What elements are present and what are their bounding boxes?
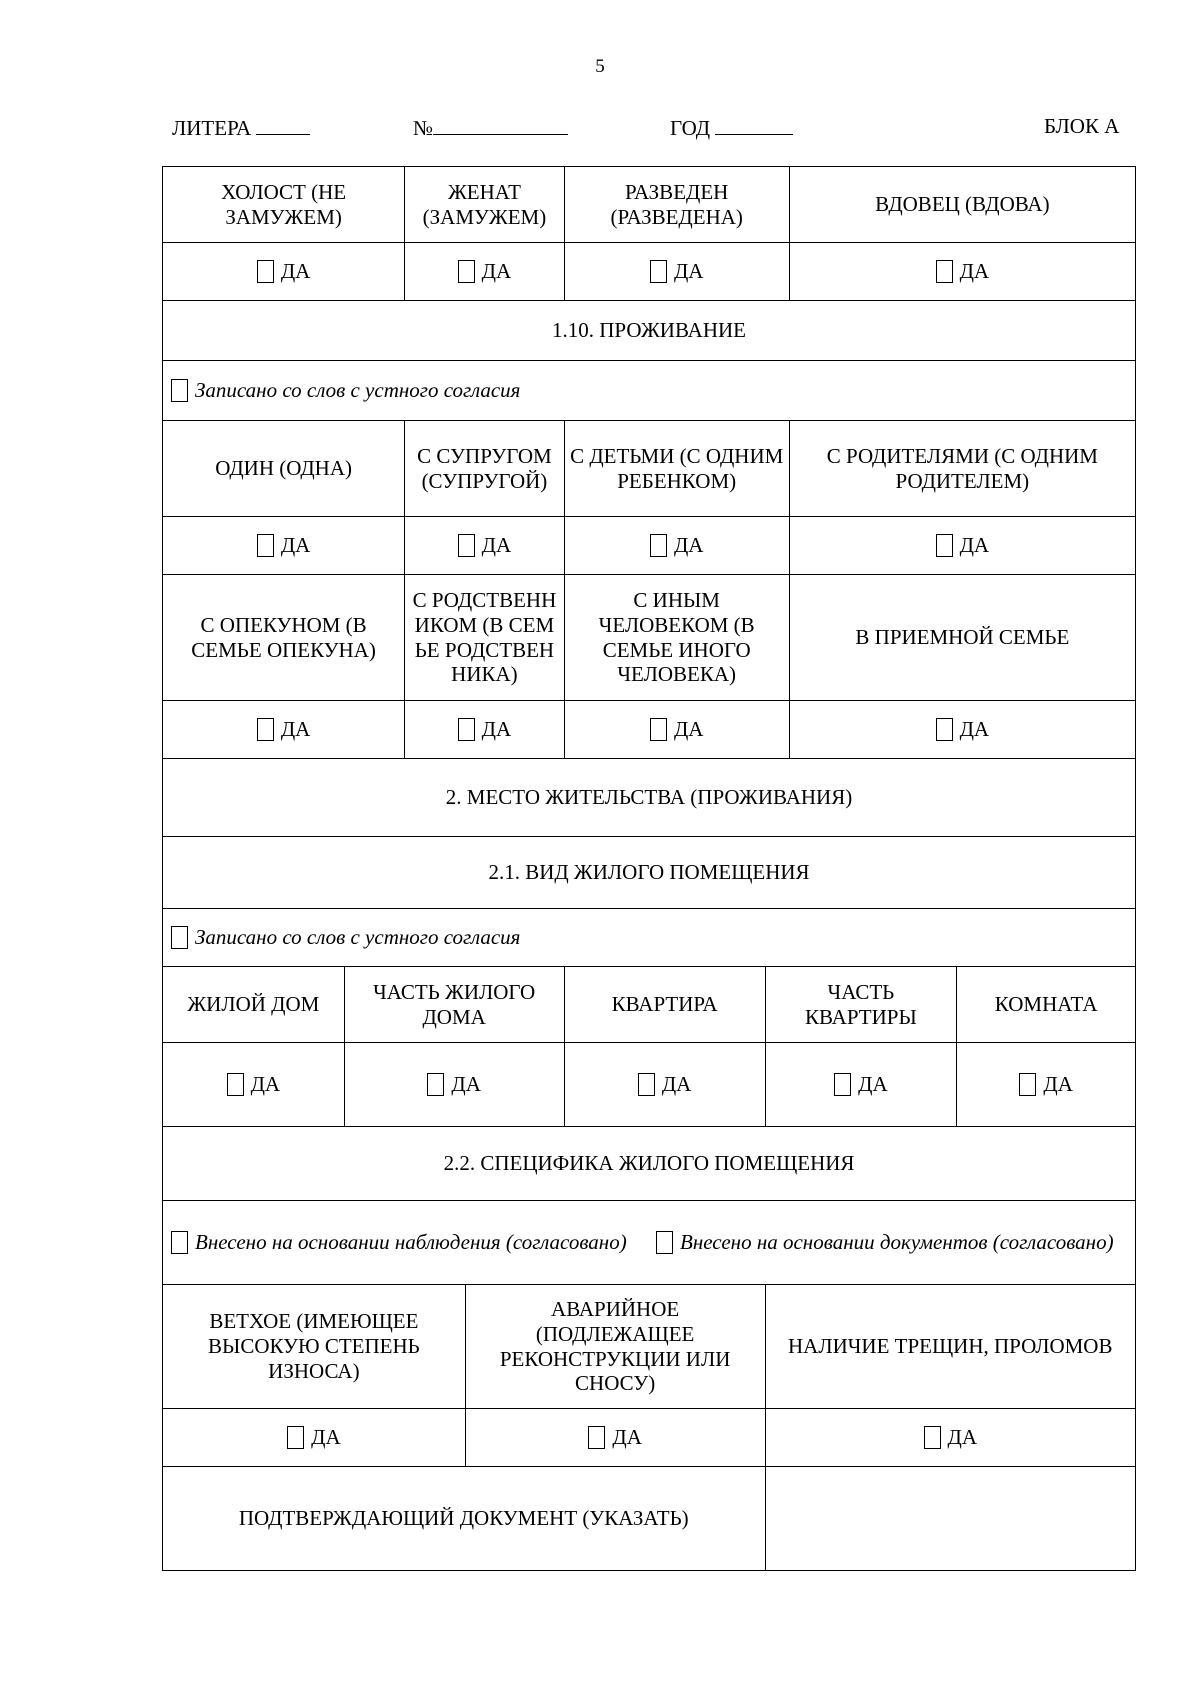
observation-note[interactable]: Внесено на основании наблюдения (согласовано) [171, 1230, 646, 1255]
dwelling-house-label: ЖИЛОЙ ДОМ [163, 967, 345, 1043]
marital-widowed-label: ВДОВЕЦ (ВДОВА) [789, 167, 1135, 243]
marital-married-yes[interactable]: ДА [405, 243, 564, 301]
cracks-label: НАЛИЧИЕ ТРЕЩИН, ПРОЛОМОВ [765, 1285, 1136, 1409]
marital-single-yes[interactable]: ДА [163, 243, 405, 301]
residence-other-person-yes[interactable]: ДА [564, 701, 789, 759]
checkbox[interactable] [171, 379, 188, 402]
marital-yes-row [163, 243, 1136, 301]
residence-title-row [163, 301, 1136, 361]
residence-note-row [163, 361, 1136, 421]
checkbox[interactable] [257, 260, 274, 283]
dwelling-apartment-part-label: ЧАСТЬ КВАРТИРЫ [765, 967, 957, 1043]
dwelling-room-yes[interactable]: ДА [957, 1043, 1136, 1127]
checkbox[interactable] [1019, 1073, 1036, 1096]
residence-guardian-label: С ОПЕКУНОМ (В СЕМЬЕ ОПЕКУНА) [163, 575, 405, 701]
year-field[interactable] [670, 114, 793, 141]
dwelling-specifics-title-row [163, 1127, 1136, 1201]
confirm-document-label: ПОДТВЕРЖДАЮЩИЙ ДОКУМЕНТ (УКАЗАТЬ) [163, 1467, 766, 1571]
cracks-yes[interactable]: ДА [765, 1409, 1136, 1467]
litera-label: ЛИТЕРА [172, 116, 252, 140]
marital-single-label: ХОЛОСТ (НЕ ЗАМУЖЕМ) [163, 167, 405, 243]
marital-married-label: ЖЕНАТ (ЗАМУЖЕМ) [405, 167, 564, 243]
dwelling-specifics-yes-row [163, 1409, 1136, 1467]
residence-parents-yes[interactable]: ДА [789, 517, 1135, 575]
dilapidated-label: ВЕТХОЕ (ИМЕЮЩЕЕ ВЫСОКУЮ СТЕПЕНЬ ИЗНОСА) [163, 1285, 466, 1409]
checkbox[interactable] [427, 1073, 444, 1096]
residence-children-yes[interactable]: ДА [564, 517, 789, 575]
checkbox[interactable] [650, 534, 667, 557]
checkbox[interactable] [257, 534, 274, 557]
residence-row2-yes [163, 701, 1136, 759]
dwelling-type-title-row [163, 837, 1136, 909]
residence-row1-yes [163, 517, 1136, 575]
dwelling-apartment-label: КВАРТИРА [564, 967, 765, 1043]
dwelling-type-note-row [163, 909, 1136, 967]
residence-parents-label: С РОДИТЕЛЯМИ (С ОДНИМ РОДИТЕЛЕМ) [789, 421, 1135, 517]
checkbox[interactable] [638, 1073, 655, 1096]
documents-note[interactable]: Внесено на основании документов (согласовано) [646, 1230, 1131, 1255]
residence-spouse-yes[interactable]: ДА [405, 517, 564, 575]
residence-spouse-label: С СУПРУГОМ (СУПРУГОЙ) [405, 421, 564, 517]
residence-relative-yes[interactable]: ДА [405, 701, 564, 759]
checkbox[interactable] [257, 718, 274, 741]
checkbox[interactable] [936, 260, 953, 283]
residence-row1-labels [163, 421, 1136, 517]
residence-title: 1.10. ПРОЖИВАНИЕ [163, 301, 1136, 361]
dwelling-apartment-yes[interactable]: ДА [564, 1043, 765, 1127]
checkbox[interactable] [227, 1073, 244, 1096]
residence-alone-yes[interactable]: ДА [163, 517, 405, 575]
residence-alone-label: ОДИН (ОДНА) [163, 421, 405, 517]
checkbox[interactable] [924, 1426, 941, 1449]
dwelling-specifics-notes [163, 1201, 1136, 1285]
residence-relative-label: С РОДСТВЕННИКОМ (В СЕМЬЕ РОДСТВЕННИКА) [405, 575, 564, 701]
dwelling-type-note[interactable]: Записано со слов с устного согласия [163, 909, 1136, 967]
page-number: 5 [595, 56, 605, 77]
emergency-label: АВАРИЙНОЕ (ПОДЛЕЖАЩЕЕ РЕКОНСТРУКЦИИ ИЛИ СНОСУ) [465, 1285, 765, 1409]
dwelling-house-part-yes[interactable]: ДА [344, 1043, 564, 1127]
checkbox[interactable] [171, 926, 188, 949]
checkbox[interactable] [458, 718, 475, 741]
dwelling-house-part-label: ЧАСТЬ ЖИЛОГО ДОМА [344, 967, 564, 1043]
dwelling-type-yes-row [163, 1043, 1136, 1127]
litera-field[interactable] [172, 114, 310, 141]
residence-foster-family-label: В ПРИЕМНОЙ СЕМЬЕ [789, 575, 1135, 701]
dwelling-house-yes[interactable]: ДА [163, 1043, 345, 1127]
number-blank[interactable] [433, 114, 568, 135]
residence-guardian-yes[interactable]: ДА [163, 701, 405, 759]
place-title: 2. МЕСТО ЖИТЕЛЬСТВА (ПРОЖИВАНИЯ) [163, 759, 1136, 837]
number-field[interactable] [413, 114, 568, 141]
checkbox[interactable] [936, 534, 953, 557]
residence-row2-labels [163, 575, 1136, 701]
checkbox[interactable] [171, 1231, 188, 1254]
confirm-document-field[interactable] [765, 1467, 1136, 1571]
dwelling-type-labels-row [163, 967, 1136, 1043]
residence-children-label: С ДЕТЬМИ (С ОДНИМ РЕБЕНКОМ) [564, 421, 789, 517]
marital-divorced-label: РАЗВЕДЕН (РАЗВЕДЕНА) [564, 167, 789, 243]
checkbox[interactable] [656, 1231, 673, 1254]
dwelling-apartment-part-yes[interactable]: ДА [765, 1043, 957, 1127]
emergency-yes[interactable]: ДА [465, 1409, 765, 1467]
checkbox[interactable] [834, 1073, 851, 1096]
year-blank[interactable] [715, 114, 793, 135]
checkbox[interactable] [287, 1426, 304, 1449]
number-label: № [413, 116, 434, 140]
marital-divorced-yes[interactable]: ДА [564, 243, 789, 301]
dwelling-specifics-title: 2.2. СПЕЦИФИКА ЖИЛОГО ПОМЕЩЕНИЯ [163, 1127, 1136, 1201]
checkbox[interactable] [650, 260, 667, 283]
checkbox[interactable] [936, 718, 953, 741]
year-label: ГОД [670, 116, 711, 140]
dwelling-specifics-labels-row [163, 1285, 1136, 1409]
marital-labels-row [163, 167, 1136, 243]
checkbox[interactable] [458, 260, 475, 283]
marital-widowed-yes[interactable]: ДА [789, 243, 1135, 301]
checkbox[interactable] [458, 534, 475, 557]
residence-note[interactable]: Записано со слов с устного согласия [163, 361, 1136, 421]
residence-other-person-label: С ИНЫМ ЧЕЛОВЕКОМ (В СЕМЬЕ ИНОГО ЧЕЛОВЕКА) [564, 575, 789, 701]
dwelling-specifics-note-row [163, 1201, 1136, 1285]
block-label: БЛОК А [1044, 114, 1120, 138]
dwelling-room-label: КОМНАТА [957, 967, 1136, 1043]
checkbox[interactable] [588, 1426, 605, 1449]
residence-foster-family-yes[interactable]: ДА [789, 701, 1135, 759]
litera-blank[interactable] [256, 114, 310, 135]
confirm-document-row [163, 1467, 1136, 1571]
dilapidated-yes[interactable]: ДА [163, 1409, 466, 1467]
form-table [162, 166, 1136, 1571]
checkbox[interactable] [650, 718, 667, 741]
place-title-row [163, 759, 1136, 837]
dwelling-type-title: 2.1. ВИД ЖИЛОГО ПОМЕЩЕНИЯ [163, 837, 1136, 909]
